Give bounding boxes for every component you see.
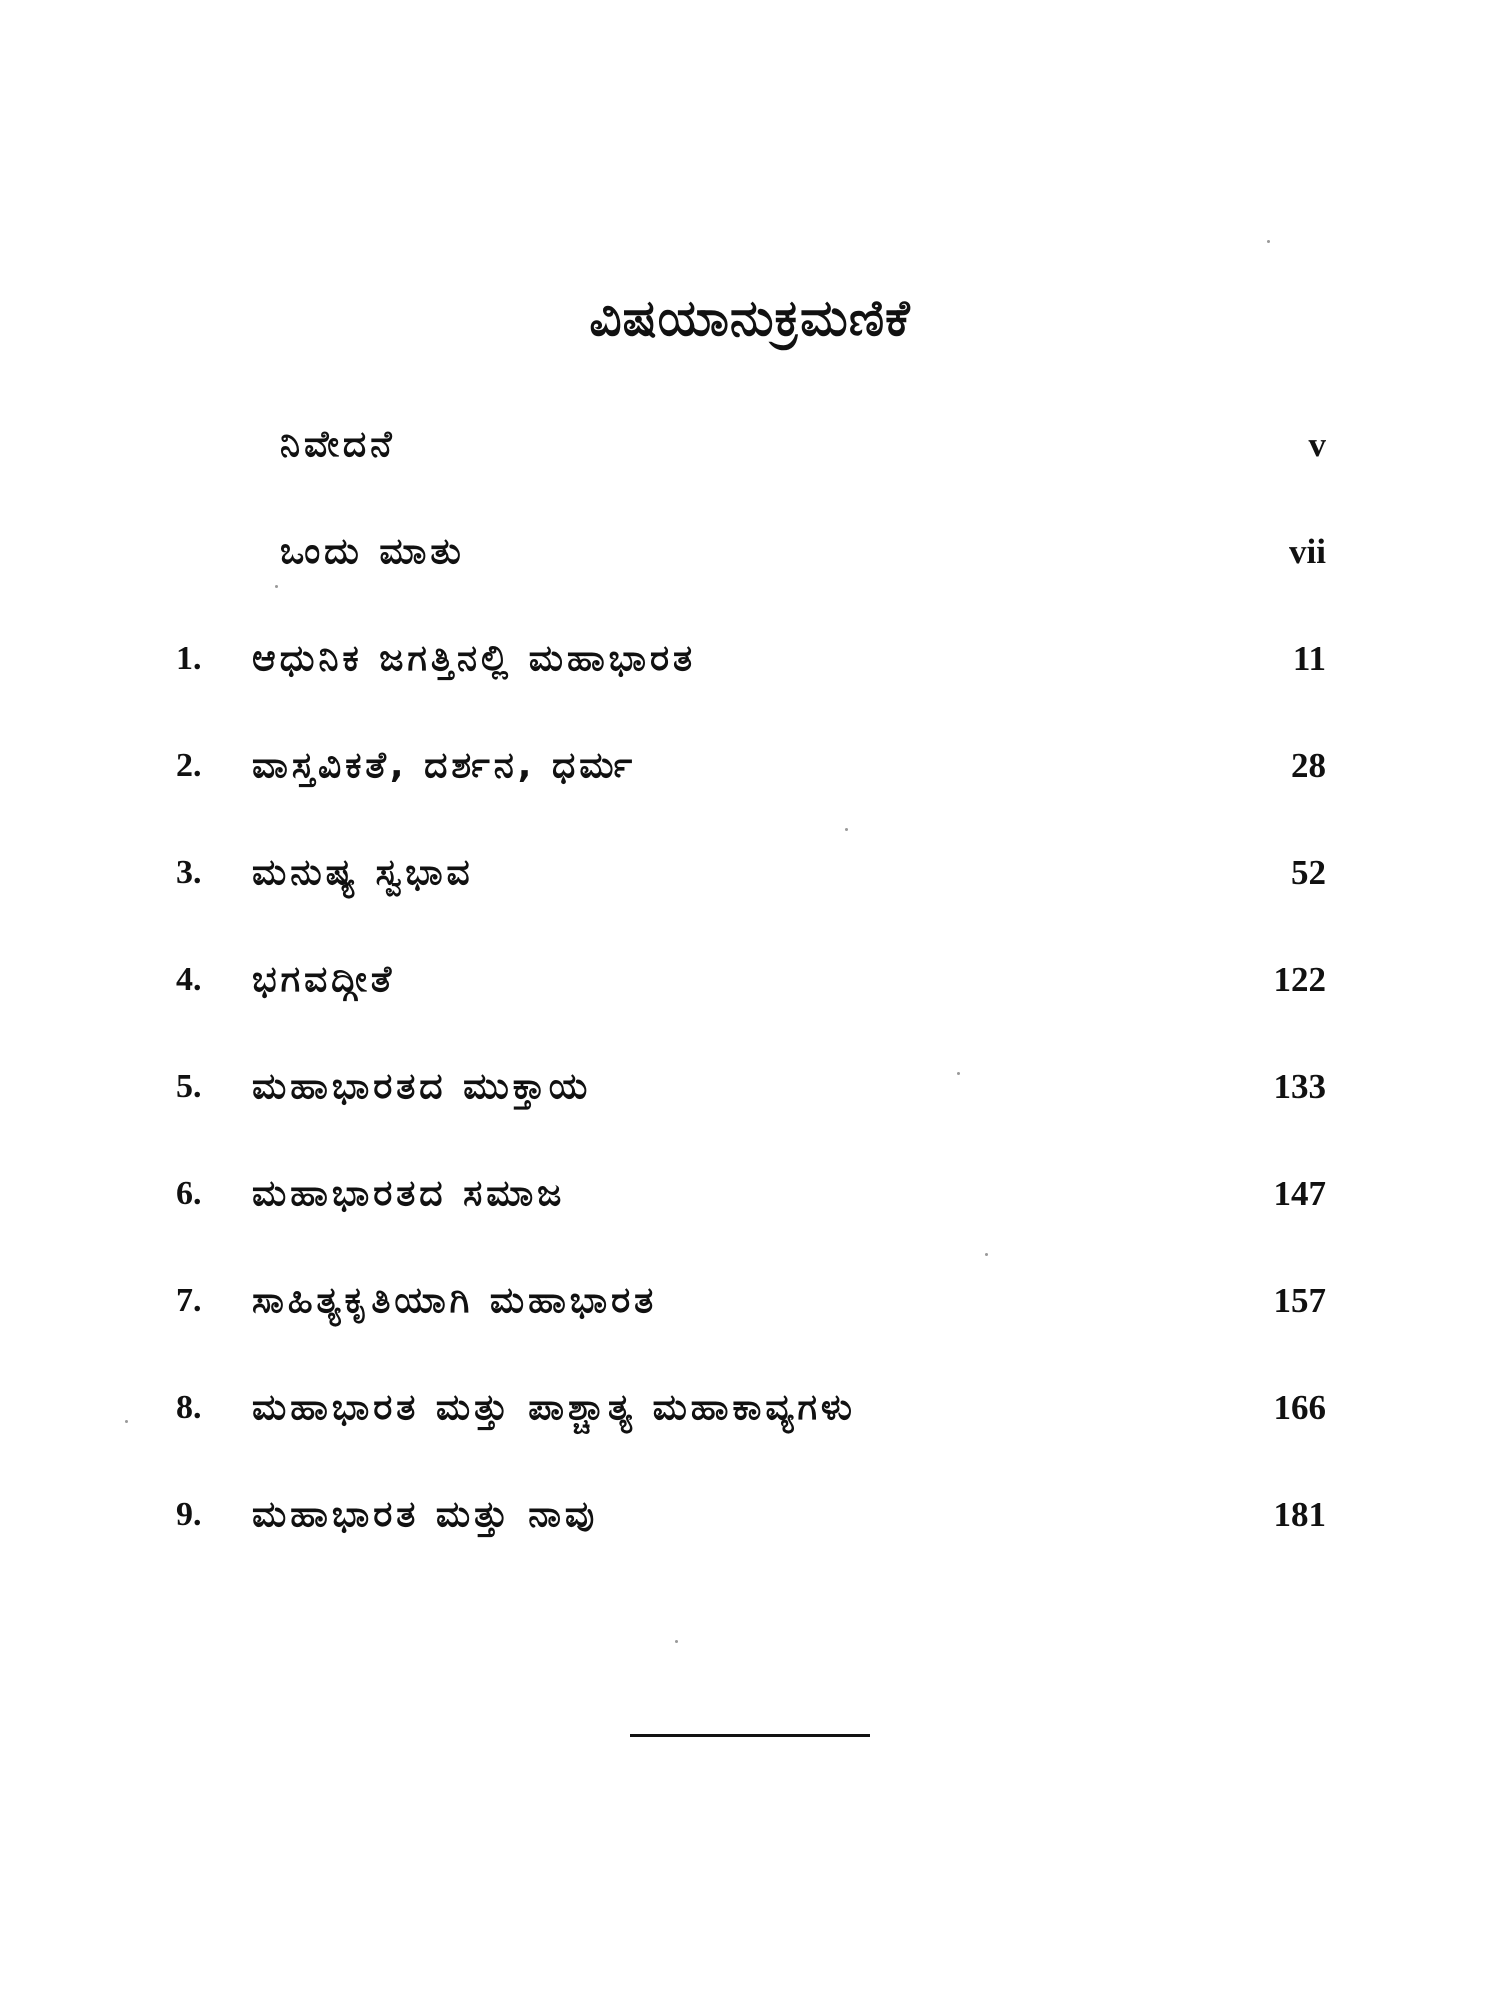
toc-entry-page: 122 xyxy=(1273,960,1326,999)
toc-entry-title: ಮಹಾಭಾರತ ಮತ್ತು ಪಾಶ್ಚಾತ್ಯ ಮಹಾಕಾವ್ಯಗಳು xyxy=(252,1387,856,1428)
toc-entry-title: ವಾಸ್ತವಿಕತೆ, ದರ್ಶನ, ಧರ್ಮ xyxy=(252,745,637,786)
toc-entry-title: ಒಂದು ಮಾತು xyxy=(280,531,465,572)
toc-entry-page: 147 xyxy=(1273,1174,1326,1213)
page-title: ವಿಷಯಾನುಕ್ರಮಣಿಕೆ xyxy=(589,289,911,347)
toc-entry-chapter-9 xyxy=(0,1485,1500,1545)
paper-speck xyxy=(845,828,848,831)
toc-entry-title: ನಿವೇದನೆ xyxy=(280,424,396,465)
toc-entry-page: 28 xyxy=(1291,746,1326,785)
toc-entry-page: 157 xyxy=(1273,1281,1326,1320)
toc-entry-chapter-2 xyxy=(0,736,1500,796)
paper-speck xyxy=(985,1253,988,1256)
section-divider-rule xyxy=(630,1734,870,1737)
paper-speck xyxy=(1267,240,1270,243)
toc-entry-title: ಮನುಷ್ಯ ಸ್ವಭಾವ xyxy=(252,852,474,893)
toc-entry-preface xyxy=(0,415,1500,475)
toc-entry-page: vii xyxy=(1289,532,1326,571)
toc-entry-chapter-1 xyxy=(0,629,1500,689)
toc-entry-number: 3. xyxy=(176,854,202,891)
toc-entry-chapter-7 xyxy=(0,1271,1500,1331)
toc-entry-number: 2. xyxy=(176,747,202,784)
toc-entry-chapter-8 xyxy=(0,1378,1500,1438)
toc-entry-chapter-5 xyxy=(0,1057,1500,1117)
paper-speck xyxy=(957,1072,960,1075)
toc-entry-page: 133 xyxy=(1273,1067,1326,1106)
toc-entry-title: ಭಗವದ್ಗೀತೆ xyxy=(252,959,396,1000)
toc-entry-title: ಸಾಹಿತ್ಯಕೃತಿಯಾಗಿ ಮಹಾಭಾರತ xyxy=(252,1280,658,1321)
toc-entry-number: 9. xyxy=(176,1496,202,1533)
toc-entry-chapter-3 xyxy=(0,843,1500,903)
toc-entry-number: 6. xyxy=(176,1175,202,1212)
toc-entry-number: 4. xyxy=(176,961,202,998)
toc-entry-page: 11 xyxy=(1292,639,1326,678)
paper-speck xyxy=(125,1420,128,1423)
toc-entry-chapter-4 xyxy=(0,950,1500,1010)
toc-entry-number: 8. xyxy=(176,1389,202,1426)
paper-speck xyxy=(275,585,278,588)
toc-entry-page: v xyxy=(1308,425,1326,464)
toc-entry-page: 52 xyxy=(1291,853,1326,892)
toc-entry-chapter-6 xyxy=(0,1164,1500,1224)
toc-entry-title: ಮಹಾಭಾರತದ ಸಮಾಜ xyxy=(252,1173,566,1214)
paper-speck xyxy=(675,1640,678,1643)
toc-entry-number: 1. xyxy=(176,640,202,677)
toc-entry-foreword xyxy=(0,522,1500,582)
toc-entry-number: 5. xyxy=(176,1068,202,1105)
toc-entry-page: 181 xyxy=(1273,1495,1326,1534)
toc-entry-page: 166 xyxy=(1273,1388,1326,1427)
toc-entry-title: ಆಧುನಿಕ ಜಗತ್ತಿನಲ್ಲಿ ಮಹಾಭಾರತ xyxy=(252,638,697,679)
toc-entry-number: 7. xyxy=(176,1282,202,1319)
toc-entry-title: ಮಹಾಭಾರತದ ಮುಕ್ತಾಯ xyxy=(252,1066,592,1107)
toc-entry-title: ಮಹಾಭಾರತ ಮತ್ತು ನಾವು xyxy=(252,1494,599,1535)
